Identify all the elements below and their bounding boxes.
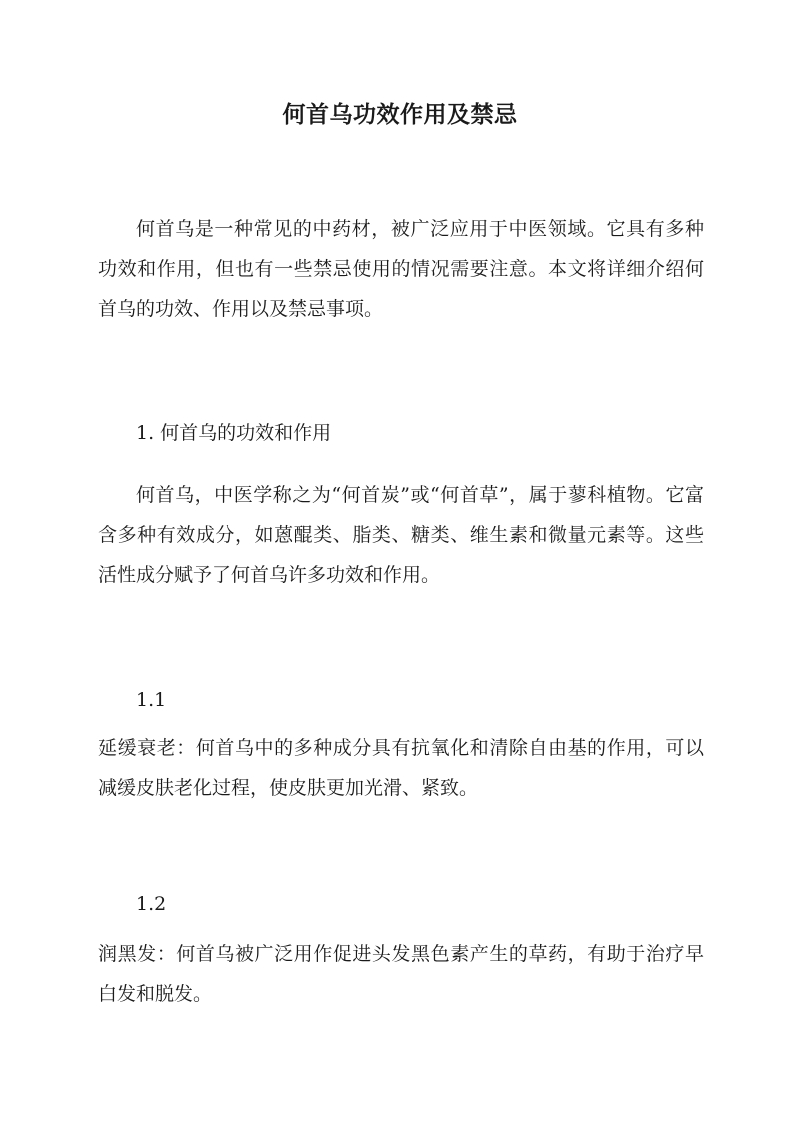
section-1-heading: 1. 何首乌的功效和作用 bbox=[136, 422, 332, 444]
item-1-2-number: 1.2 bbox=[136, 893, 167, 915]
item-1-1-number: 1.1 bbox=[136, 689, 167, 711]
section-1-paragraph: 何首乌，中医学称之为“何首炭”或“何首草”，属于蓼科植物。它富含多种有效成分，如蒽醌类、脂类、糖类、维生素和微量元素等。这些活性成分赋予了何首乌许多功效和作用。 bbox=[98, 484, 704, 586]
intro-paragraph: 何首乌是一种常见的中药材，被广泛应用于中医领域。它具有多种功效和作用，但也有一些禁忌使用的情况需要注意。本文将详细介绍何首乌的功效、作用以及禁忌事项。 bbox=[98, 218, 704, 320]
item-1-2-text: 润黑发：何首乌被广泛用作促进头发黑色素产生的草药，有助于治疗早白发和脱发。 bbox=[98, 943, 704, 1005]
item-1-1-text: 延缓衰老：何首乌中的多种成分具有抗氧化和清除自由基的作用，可以减缓皮肤老化过程，使皮肤更加光滑、紧致。 bbox=[98, 737, 704, 799]
document-title: 何首乌功效作用及禁忌 bbox=[282, 101, 518, 128]
